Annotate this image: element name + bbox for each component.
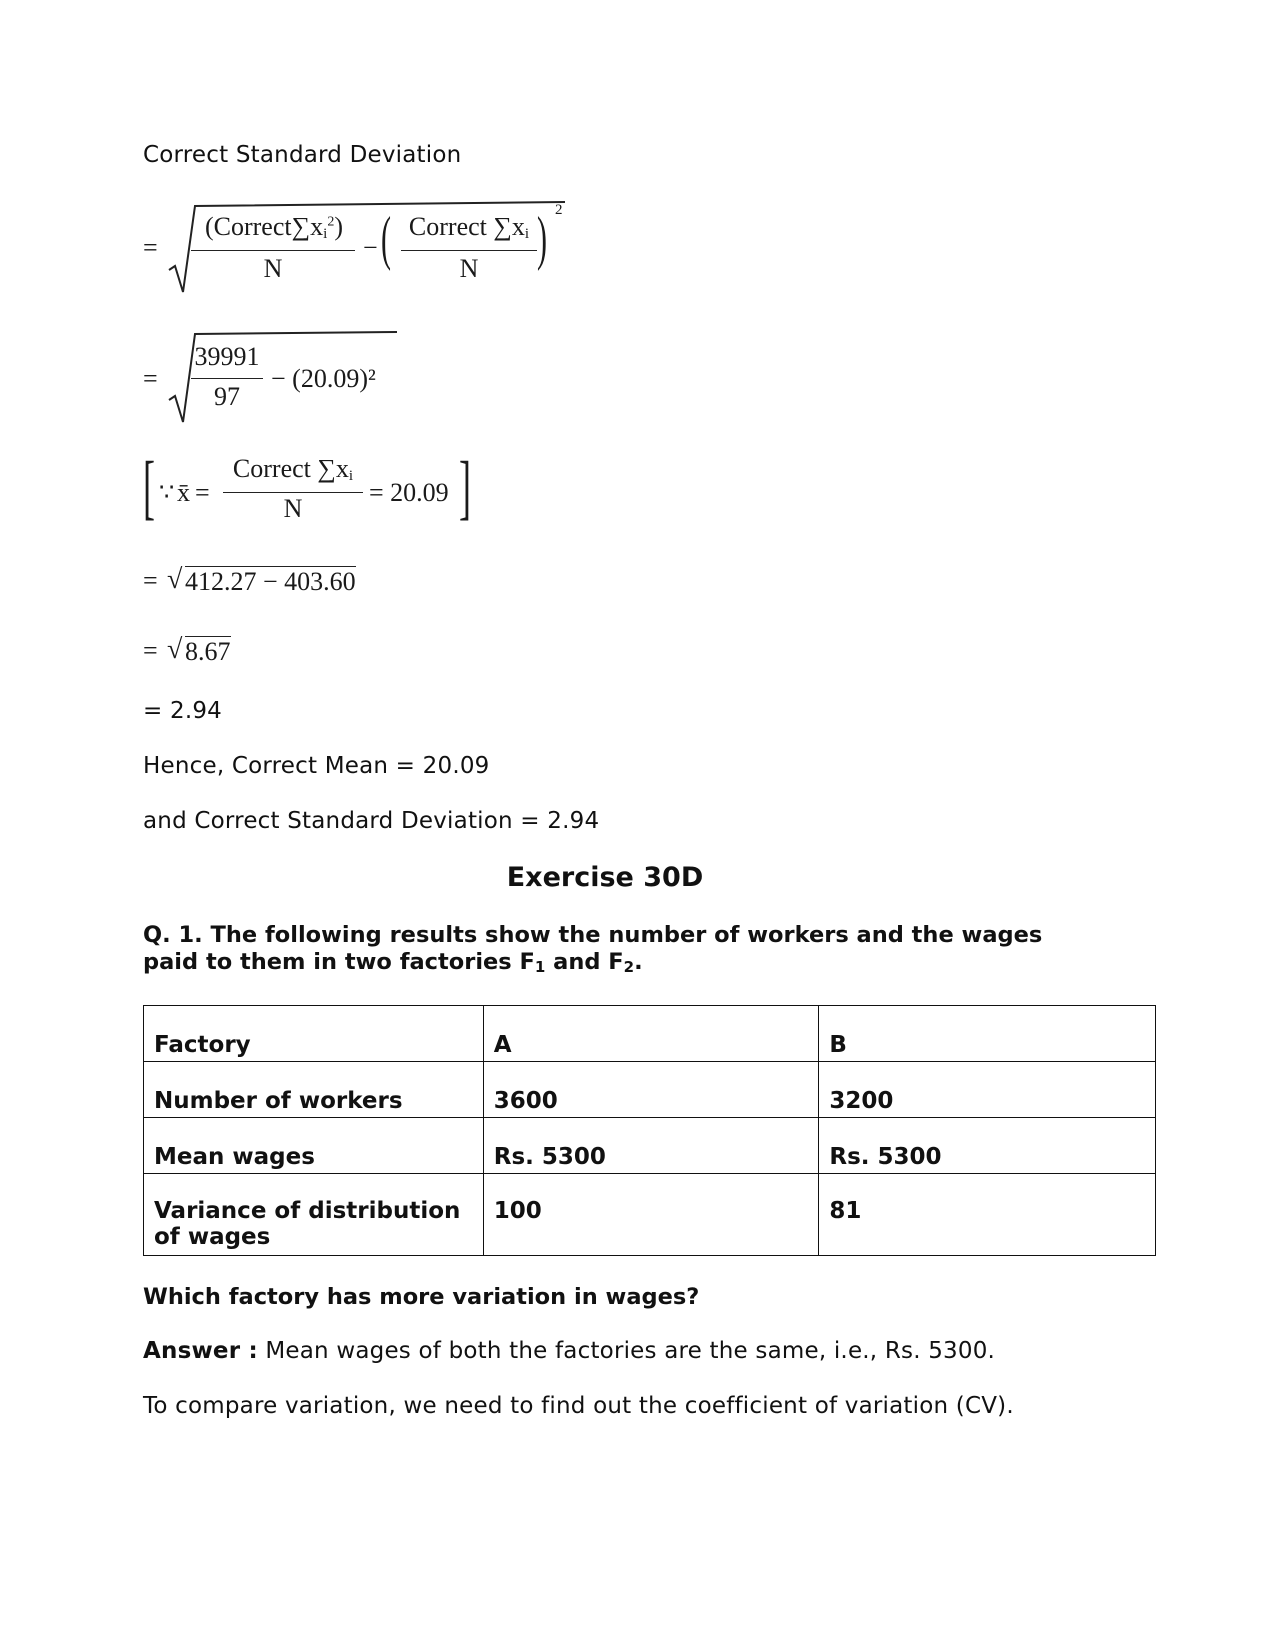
result-line: = 2.94 bbox=[143, 698, 222, 724]
square-exponent: 2 bbox=[555, 202, 563, 218]
answer-text: Mean wages of both the factories are the same, i.e., Rs. 5300. bbox=[257, 1338, 996, 1364]
minus-sign: − bbox=[363, 233, 378, 262]
equation-step-2 bbox=[143, 330, 403, 426]
fraction-bar bbox=[191, 250, 355, 251]
table-cell: 3200 bbox=[819, 1062, 1156, 1118]
table-cell: Rs. 5300 bbox=[483, 1118, 819, 1174]
fraction-bar bbox=[401, 250, 537, 251]
numerator: Correct $\sum x_i$ bbox=[232, 454, 354, 484]
formula-denominator-b: N bbox=[459, 254, 479, 283]
table-cell: Rs. 5300 bbox=[819, 1118, 1156, 1174]
table-header-cell: B bbox=[819, 1006, 1156, 1062]
hence-line: Hence, Correct Mean = 20.09 bbox=[143, 753, 490, 779]
table-row bbox=[144, 1118, 1156, 1174]
right-paren-icon: ) bbox=[537, 205, 547, 271]
equals-sign: = bbox=[143, 233, 158, 262]
table-cell: 100 bbox=[483, 1174, 819, 1256]
radicand: 412.27 − 403.60 bbox=[185, 567, 356, 596]
which-question: Which factory has more variation in wages? bbox=[143, 1284, 700, 1310]
formula-denominator-a: N bbox=[263, 254, 283, 283]
question-text: Q. 1. The following results show the number of workers and the wages paid to them in two factories $F_1$ and $F_2$. bbox=[143, 922, 1043, 976]
table-cell: Mean wages bbox=[144, 1118, 484, 1174]
table-row bbox=[144, 1062, 1156, 1118]
because-icon: ∵ bbox=[159, 480, 175, 506]
denominator: 97 bbox=[214, 382, 240, 411]
radicand: 8.67 bbox=[185, 637, 231, 666]
exercise-title: Exercise 30D bbox=[506, 862, 704, 893]
wages-table bbox=[143, 1005, 1156, 1256]
fraction-bar bbox=[223, 492, 363, 493]
equation-step-4 bbox=[143, 562, 403, 598]
compare-line: To compare variation, we need to find out the coefficient of variation (CV). bbox=[143, 1393, 1014, 1419]
left-paren-icon: ( bbox=[381, 205, 391, 271]
table-cell: 3600 bbox=[483, 1062, 819, 1118]
mean-value: = 20.09 bbox=[369, 478, 449, 507]
equation-step-5 bbox=[143, 632, 283, 668]
sqrt-icon: √ bbox=[167, 564, 183, 595]
answer-label: Answer : bbox=[143, 1338, 258, 1364]
left-bracket-icon: [ bbox=[143, 447, 155, 527]
right-bracket-icon: ] bbox=[459, 447, 471, 527]
mean-note bbox=[143, 447, 483, 528]
x-bar: x̄ bbox=[177, 478, 190, 507]
subtracted-term: − (20.09)² bbox=[271, 364, 376, 393]
formula-numerator-b: Correct $\sum x_i$ bbox=[408, 212, 530, 242]
table-cell: Number of workers bbox=[144, 1062, 484, 1118]
formula-numerator-a: $(Correct\sum x_i^2)$ bbox=[204, 212, 343, 242]
sqrt-icon: √ bbox=[167, 634, 183, 665]
table-header-cell: Factory bbox=[144, 1006, 484, 1062]
table-header-row bbox=[144, 1006, 1156, 1062]
numerator: 39991 bbox=[194, 342, 260, 371]
table-header-cell: A bbox=[483, 1006, 819, 1062]
answer-line bbox=[143, 1338, 995, 1364]
denominator: N bbox=[283, 494, 303, 523]
table-cell: 81 bbox=[819, 1174, 1156, 1256]
table-cell: Variance of distribution of wages bbox=[144, 1174, 484, 1256]
conclusion-line: and Correct Standard Deviation = 2.94 bbox=[143, 808, 600, 834]
equals-sign: = bbox=[195, 478, 210, 507]
equals-sign: = bbox=[143, 636, 158, 665]
equals-sign: = bbox=[143, 364, 158, 393]
equals-sign: = bbox=[143, 566, 158, 595]
heading-correct-sd: Correct Standard Deviation bbox=[143, 142, 462, 168]
table-row bbox=[144, 1174, 1156, 1256]
fraction-bar bbox=[191, 378, 263, 379]
formula-sd bbox=[143, 200, 573, 296]
